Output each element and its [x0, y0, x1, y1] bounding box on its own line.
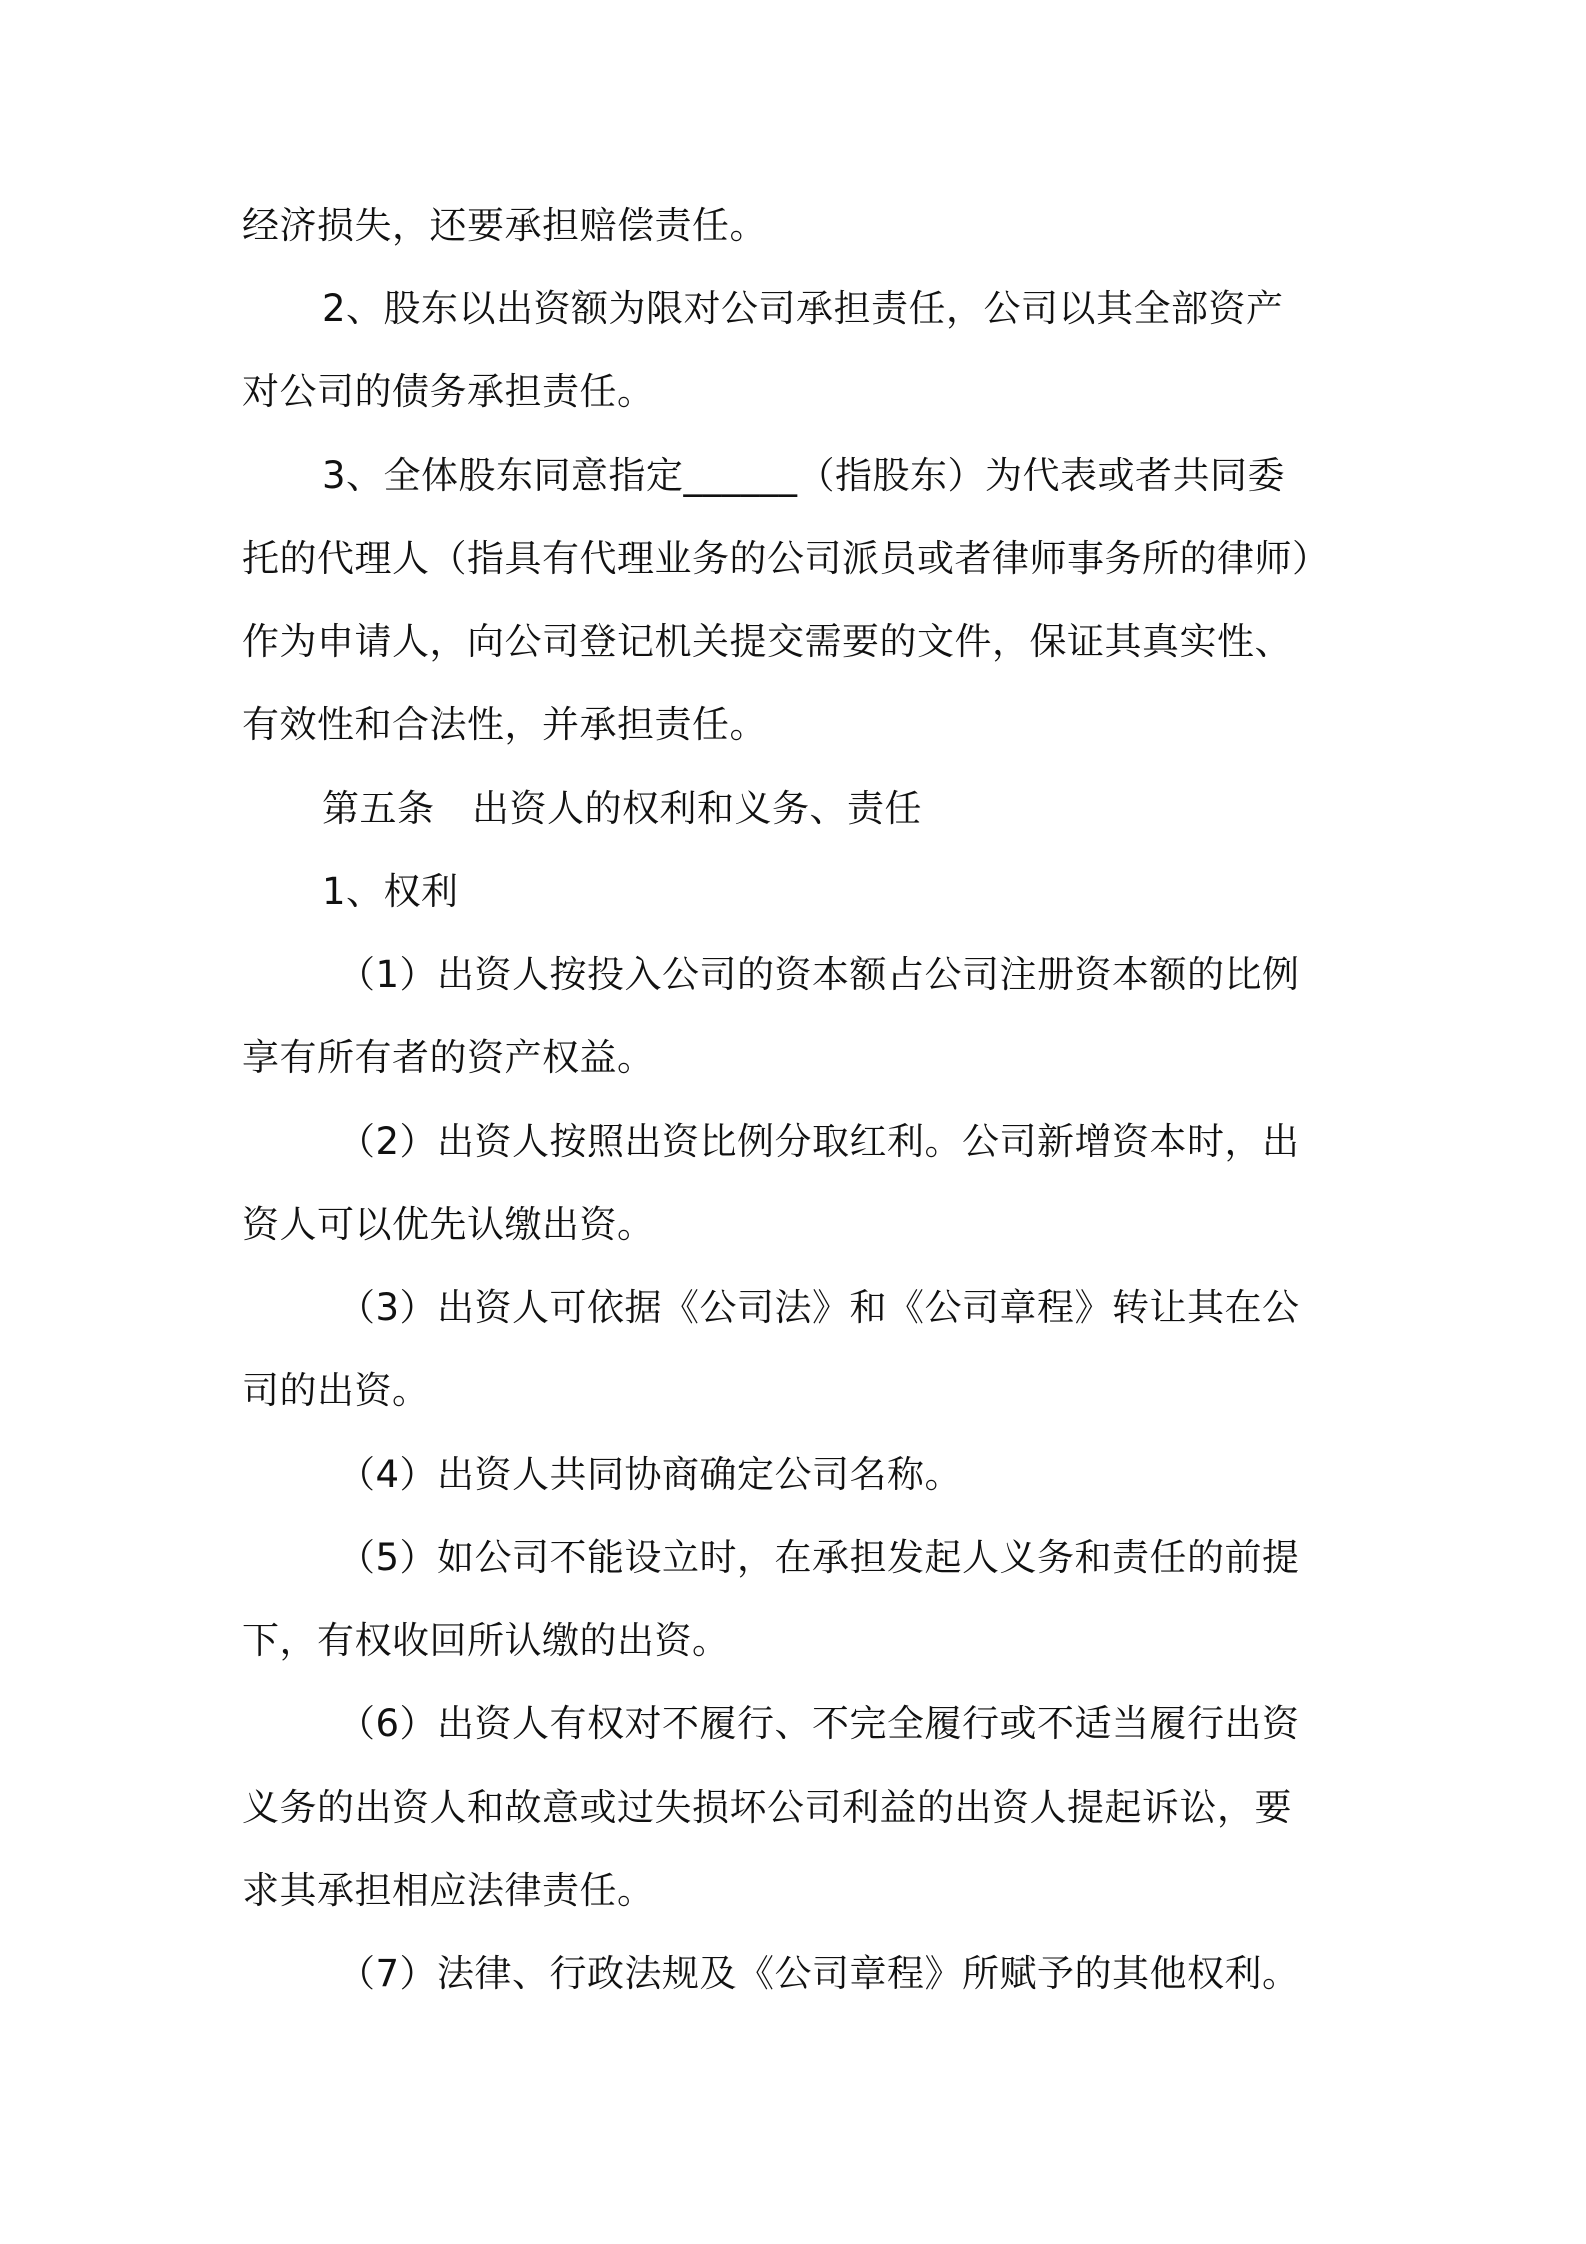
- text-line: （6）出资人有权对不履行、不完全履行或不适当履行出资: [338, 1702, 1300, 1745]
- text-line: 司的出资。: [242, 1369, 430, 1412]
- text-line: 享有所有者的资产权益。: [242, 1036, 655, 1079]
- article-heading: 第五条 出资人的权利和义务、责任: [322, 787, 922, 830]
- text-line: 经济损失，还要承担赔偿责任。: [242, 204, 767, 247]
- text-line: 3、全体股东同意指定______（指股东）为代表或者共同委: [322, 454, 1286, 497]
- text-line: （4）出资人共同协商确定公司名称。: [338, 1453, 963, 1496]
- text-line: 2、股东以出资额为限对公司承担责任，公司以其全部资产: [322, 287, 1284, 330]
- text-line: （2）出资人按照出资比例分取红利。公司新增资本时，出: [338, 1120, 1300, 1163]
- text-line: 对公司的债务承担责任。: [242, 370, 655, 413]
- text-line: （3）出资人可依据《公司法》和《公司章程》转让其在公: [338, 1286, 1300, 1329]
- text-line: 资人可以优先认缴出资。: [242, 1203, 655, 1246]
- text-line: （1）出资人按投入公司的资本额占公司注册资本额的比例: [338, 953, 1300, 996]
- text-line: 作为申请人，向公司登记机关提交需要的文件，保证其真实性、: [242, 620, 1292, 663]
- text-line: 有效性和合法性，并承担责任。: [242, 703, 767, 746]
- text-line: （5）如公司不能设立时，在承担发起人义务和责任的前提: [338, 1536, 1300, 1579]
- section-heading: 1、权利: [322, 870, 459, 913]
- text-line: 下，有权收回所认缴的出资。: [242, 1619, 730, 1662]
- text-line: （7）法律、行政法规及《公司章程》所赋予的其他权利。: [338, 1952, 1300, 1995]
- text-line: 义务的出资人和故意或过失损坏公司利益的出资人提起诉讼，要: [242, 1786, 1292, 1829]
- text-line: 求其承担相应法律责任。: [242, 1869, 655, 1912]
- text-line: 托的代理人（指具有代理业务的公司派员或者律师事务所的律师）: [242, 537, 1330, 580]
